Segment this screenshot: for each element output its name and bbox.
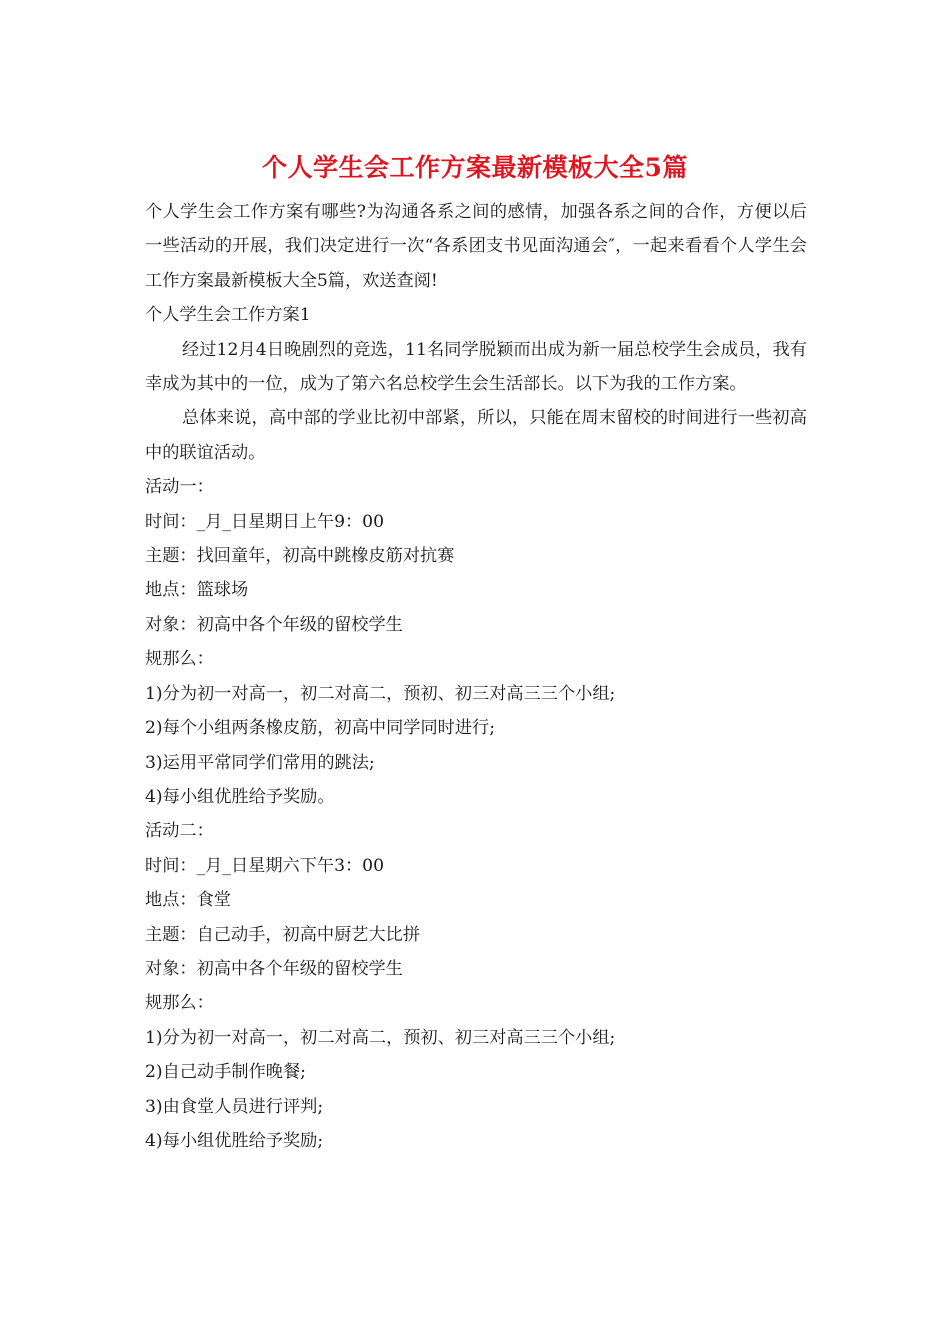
paragraph-election: 经过12月4日晚剧烈的竞选，11名同学脱颖而出成为新一届总校学生会成员，我有幸成为其中的一位，成为了第六名总校学生会生活部长。以下为我的工作方案。 (145, 339, 807, 395)
activity1-rule: 4)每小组优胜给予奖励。 (145, 786, 335, 807)
activity2-target: 对象：初高中各个年级的留校学生 (145, 958, 403, 979)
activity2-theme: 主题：自己动手，初高中厨艺大比拼 (145, 924, 421, 945)
section-heading: 个人学生会工作方案1 (145, 305, 311, 326)
activity1-heading: 活动一： (145, 477, 214, 498)
activity2-rule: 3)由食堂人员进行评判; (145, 1096, 324, 1117)
activity2-place: 地点：食堂 (145, 890, 231, 911)
activity2-rules-heading: 规那么： (145, 993, 214, 1014)
activity1-theme: 主题：找回童年，初高中跳橡皮筋对抗赛 (145, 546, 455, 567)
activity2-rule: 4)每小组优胜给予奖励; (145, 1130, 324, 1151)
activity1-target: 对象：初高中各个年级的留校学生 (145, 614, 403, 635)
document-title: 个人学生会工作方案最新模板大全5篇 (262, 153, 688, 182)
document-body (145, 195, 807, 1158)
activity2-rule: 2)自己动手制作晚餐; (145, 1062, 306, 1083)
activity1-rule: 2)每个小组两条橡皮筋，初高中同学同时进行; (145, 718, 495, 739)
activity1-rule: 1)分为初一对高一，初二对高二，预初、初三对高三三个小组; (145, 683, 616, 704)
activity2-heading: 活动二： (145, 821, 214, 842)
activity1-rule: 3)运用平常同学们常用的跳法; (145, 752, 375, 773)
activity2-rule: 1)分为初一对高一，初二对高二，预初、初三对高三三个小组; (145, 1027, 616, 1048)
paragraph-overview: 总体来说，高中部的学业比初中部紧，所以，只能在周末留校的时间进行一些初高中的联谊活动。 (145, 408, 807, 463)
intro-paragraph: 个人学生会工作方案有哪些?为沟通各系之间的感情，加强各系之间的合作，方便以后一些活动的开展，我们决定进行一次“各系团支书见面沟通会″，一起来看看个人学生会工作方案最新模板大全5篇，欢送查阅! (145, 202, 807, 291)
activity1-place: 地点：篮球场 (145, 580, 249, 601)
activity1-rules-heading: 规那么： (145, 649, 214, 670)
activity2-time: 时间：_月_日星期六下午3：00 (145, 855, 385, 876)
activity1-time: 时间：_月_日星期日上午9：00 (145, 511, 385, 532)
